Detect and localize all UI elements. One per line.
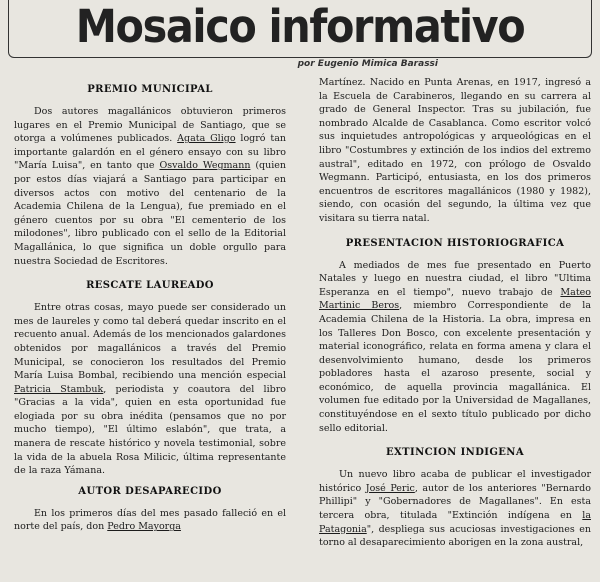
underlined-name: Osvaldo Wegmann (159, 160, 251, 172)
heading-presentacion-historiografica: PRESENTACION HISTORIOGRAFICA (345, 237, 565, 249)
paragraph (319, 468, 591, 550)
underlined-name: la Patagonia (319, 510, 591, 535)
paragraph (319, 259, 591, 436)
underlined-name: José Peric (365, 482, 415, 494)
text-run: Entre otras cosas, mayo puede ser considerado un mes de laureles y como tal deberá quedar inscrito en el recuento anual. Además de los mencionados galardones obtenidos por magallánicos a través del Premio Municipal, se conocieron los resultados del Premio María Luisa Bombal, recibiendo una mención especial (14, 302, 286, 382)
underlined-name: Patricia Stambuk (14, 383, 104, 395)
heading-autor-desaparecido: AUTOR DESAPARECIDO (78, 485, 222, 497)
byline: por Eugenio Mimica Barassi (297, 59, 438, 69)
heading-extincion-indigena: EXTINCION INDIGENA (385, 447, 525, 459)
text-run: En los primeros días del mes pasado falleció en el norte del país, don (14, 507, 286, 533)
heading-rescate-laureado: RESCATE LAUREADO (86, 280, 214, 292)
heading-premio-municipal: PREMIO MUNICIPAL (87, 84, 213, 95)
text-run: Martínez. Nacido en Punta Arenas, en 1917, ingresó a la Escuela de Carabineros, llegando en su carrera al grado de General Inspector. Tras su jubilación, fue nombrado Alcalde de Casablanca. Como escritor volcó sus inquietudes antropológicas y arqueológicas en el libro "Costumbres y extinción de los indios del extremo austral", editado en 1972, con prólogo de Osvaldo Wegmann. Participó, entusiasta, en los dos primeros encuentros de escritores magallánicos (1980 y 1982), siendo, con ocasión del segundo, la última vez que visitara su tierra natal. (319, 77, 591, 224)
article-autor-desaparecido-start (14, 507, 286, 534)
underlined-name: Pedro Mayorga (107, 521, 181, 533)
article-autor-desaparecido-cont (319, 76, 591, 226)
text-run: , autor de los anteriores "Bernardo Phillipi" y "Gobernadores de Magallanes". En esta tercera obra, titulada "Extinción indígena en (319, 482, 591, 522)
column-title: Mosaico informativo (75, 0, 525, 53)
paragraph (14, 507, 286, 534)
article-premio-municipal (14, 105, 286, 268)
right-column (319, 76, 591, 550)
underlined-name: Mateo Martinic Beros (319, 286, 591, 312)
text-run: A mediados de mes fue presentado en Puerto Natales y luego en nuestra ciudad, el libro "Ultima Esperanza en el tiempo", nuevo trabajo de (319, 259, 591, 298)
text-run: Un nuevo libro acaba de publicar el investigador histórico (319, 469, 591, 494)
text-run: ", despliega sus acuciosas investigaciones en torno al desaparecimiento aborigen en la zona austral, (319, 523, 591, 549)
article-rescate-laureado (14, 301, 286, 478)
paragraph (14, 301, 286, 478)
text-run: Dos autores magallánicos obtuvieron primeros lugares en el Premio Municipal de Santiago, que se otorga a volúmenes publicados. (14, 106, 286, 145)
text-run: (quien por estos días viajará a Santiago para participar en diversos actos con motivo del centenario de la Academia Chilena de la Lengua), fue premiado en el género cuentos por su obra "El cementerio de los milodones", libro publicado con el sello de la Editorial Magallánica, lo que significa un doble orgullo para nuestra Sociedad de Escritores. (14, 160, 286, 267)
left-column (14, 84, 286, 534)
article-presentacion-historiografica (319, 259, 591, 436)
paragraph (319, 76, 591, 226)
text-run: , periodista y coautora del libro "Gracias a la vida", quien en esta oportunidad fue elogiada por su obra inédita (pensamos que no por mucho tiempo), "El último eslabón", que trata, a manera de rescate histórico y novela testimonial, sobre la vida de la abuela Rosa Milicic, última representante de la raza Yámana. (14, 383, 286, 477)
article-extincion-indigena (319, 468, 591, 550)
text-run: logró tan importante galardón en el género ensayo con su libro "María Luisa", en tanto que (14, 133, 286, 172)
text-run: , miembro Correspondiente de la Academia Chilena de la Historia. La obra, impresa en los Talleres Don Bosco, con excelente presentación y material iconográfico, relata en forma amena y clara el desenvolvimiento humano, desde los primeros pobladores hasta el azaroso presente, social y económico, de aquella provincia magallánica. El volumen fue editado por la Universidad de Magallanes, constituyéndose en el sexto título publicado por dicho sello editorial. (319, 300, 591, 434)
masthead (8, 0, 592, 58)
underlined-name: Agata Gligo (177, 133, 236, 145)
paragraph (14, 105, 286, 268)
